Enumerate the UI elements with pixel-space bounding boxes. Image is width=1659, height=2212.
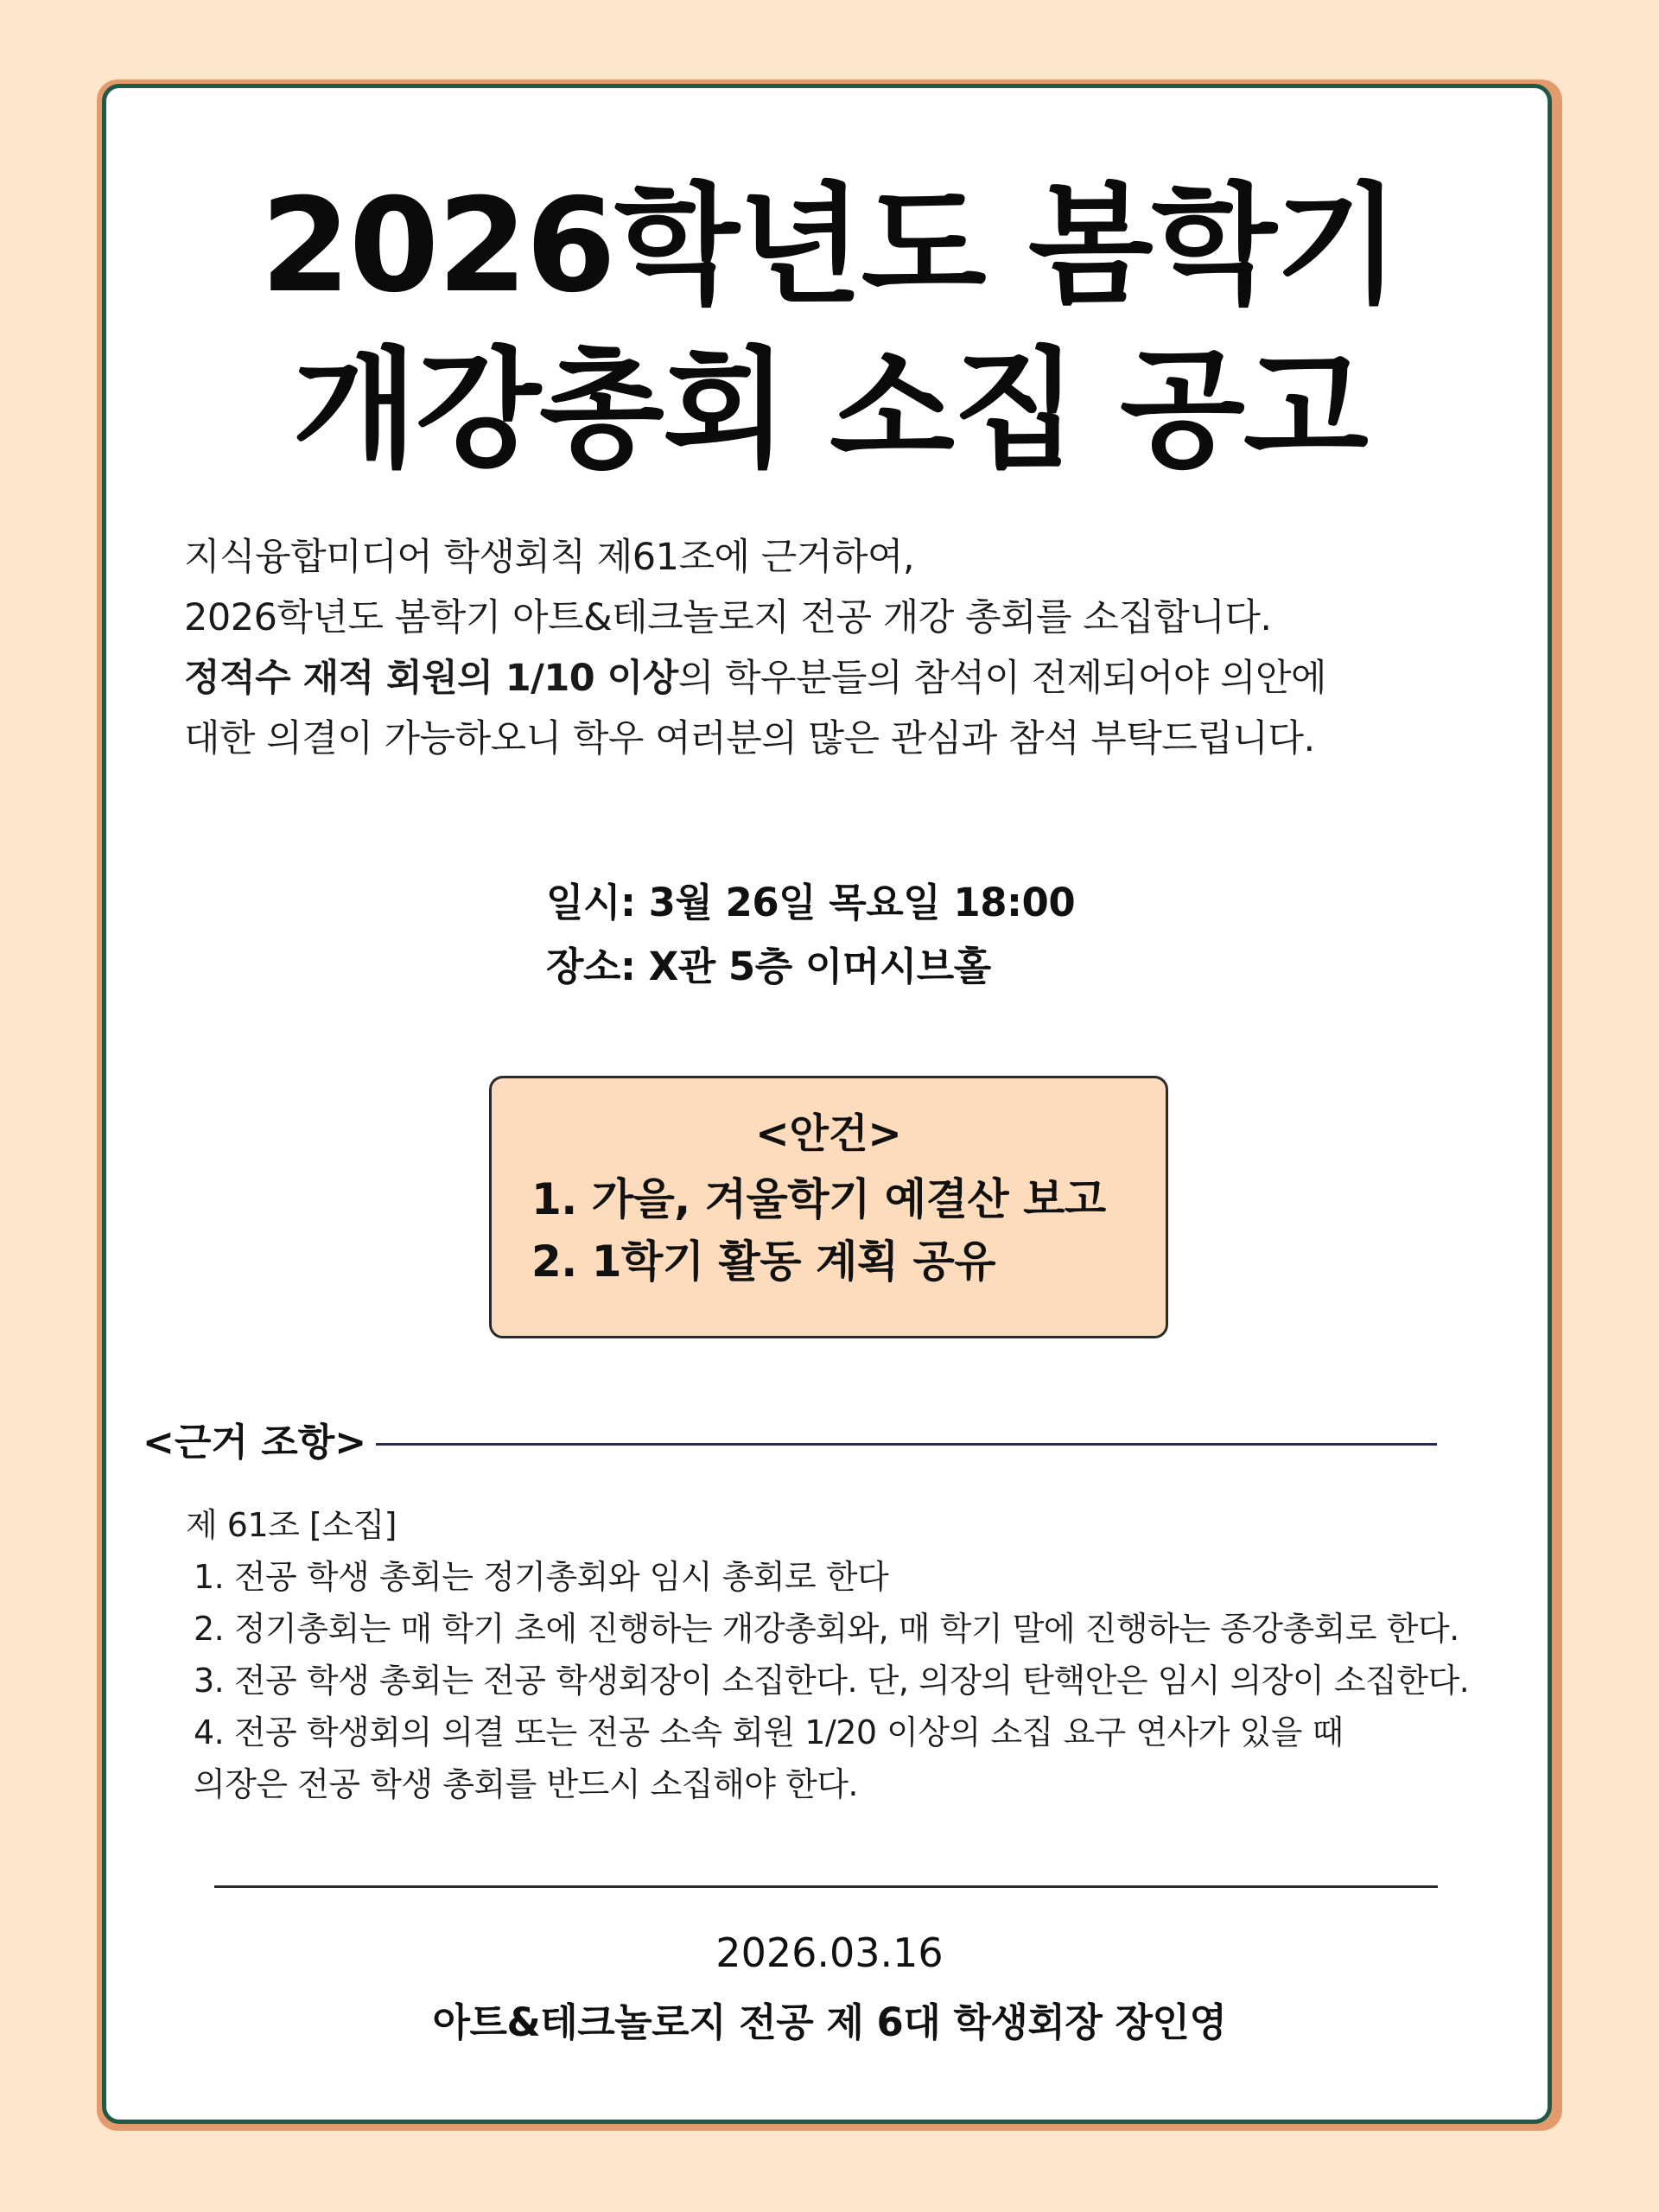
agenda-item: 2. 1학기 활동 계획 공유 (531, 1236, 996, 1287)
intro-line-4: 대한 의결이 가능하오니 학우 여러분의 많은 관심과 참석 부탁드립니다. (184, 717, 1315, 760)
intro-line-2: 2026학년도 봄학기 아트&테크놀로지 전공 개강 총회를 소집합니다. (184, 596, 1272, 639)
footer-divider (214, 1885, 1438, 1888)
article-title: 제 61조 [소집] (186, 1506, 397, 1544)
notice-date: 2026.03.16 (715, 1929, 944, 1976)
basis-heading: <근거 조항> (143, 1421, 367, 1465)
agenda-list (531, 1168, 1106, 1293)
intro-line-3-rest: 의 학우분들의 참석이 전제되어야 의안에 (677, 657, 1327, 700)
agenda-box (489, 1076, 1168, 1338)
basis-divider (376, 1443, 1437, 1446)
page-title-line2: 개강총회 소집 공고 (292, 335, 1367, 486)
intro-line-3 (184, 648, 1480, 709)
intro-paragraph (184, 527, 1480, 769)
signer: 아트&테크놀로지 전공 제 6대 학생회장 장인영 (432, 1999, 1227, 2045)
article-clause-continuation: 의장은 전공 학생 총회를 반드시 소집해야 한다. (194, 1765, 859, 1803)
schedule-location: 장소: X관 5층 이머시브홀 (546, 944, 991, 989)
agenda-title: <안건> (755, 1110, 902, 1158)
agenda-item: 1. 가을, 겨울학기 예결산 보고 (531, 1174, 1106, 1224)
article-clause: 1. 전공 학생 총회는 정기총회와 임시 총회로 한다 (194, 1558, 889, 1596)
intro-line-1: 지식융합미디어 학생회칙 제61조에 근거하여, (184, 536, 915, 579)
page-title-line1: 2026학년도 봄학기 (260, 171, 1399, 321)
article-61 (186, 1499, 1469, 1810)
quorum-emphasis: 정적수 재적 회원의 1/10 이상 (184, 657, 678, 700)
schedule-datetime: 일시: 3월 26일 목요일 18:00 (546, 880, 1076, 925)
article-clause: 2. 정기총회는 매 학기 초에 진행하는 개강총회와, 매 학기 말에 진행하는 종강총회로 한다. (194, 1610, 1459, 1648)
article-clause: 3. 전공 학생 총회는 전공 학생회장이 소집한다. 단, 의장의 탄핵안은 임시 의장이 소집한다. (194, 1662, 1470, 1700)
article-clause: 4. 전공 학생회의 의결 또는 전공 소속 회원 1/20 이상의 소집 요구 연사가 있을 때 (194, 1713, 1344, 1751)
schedule-block (546, 871, 1075, 999)
